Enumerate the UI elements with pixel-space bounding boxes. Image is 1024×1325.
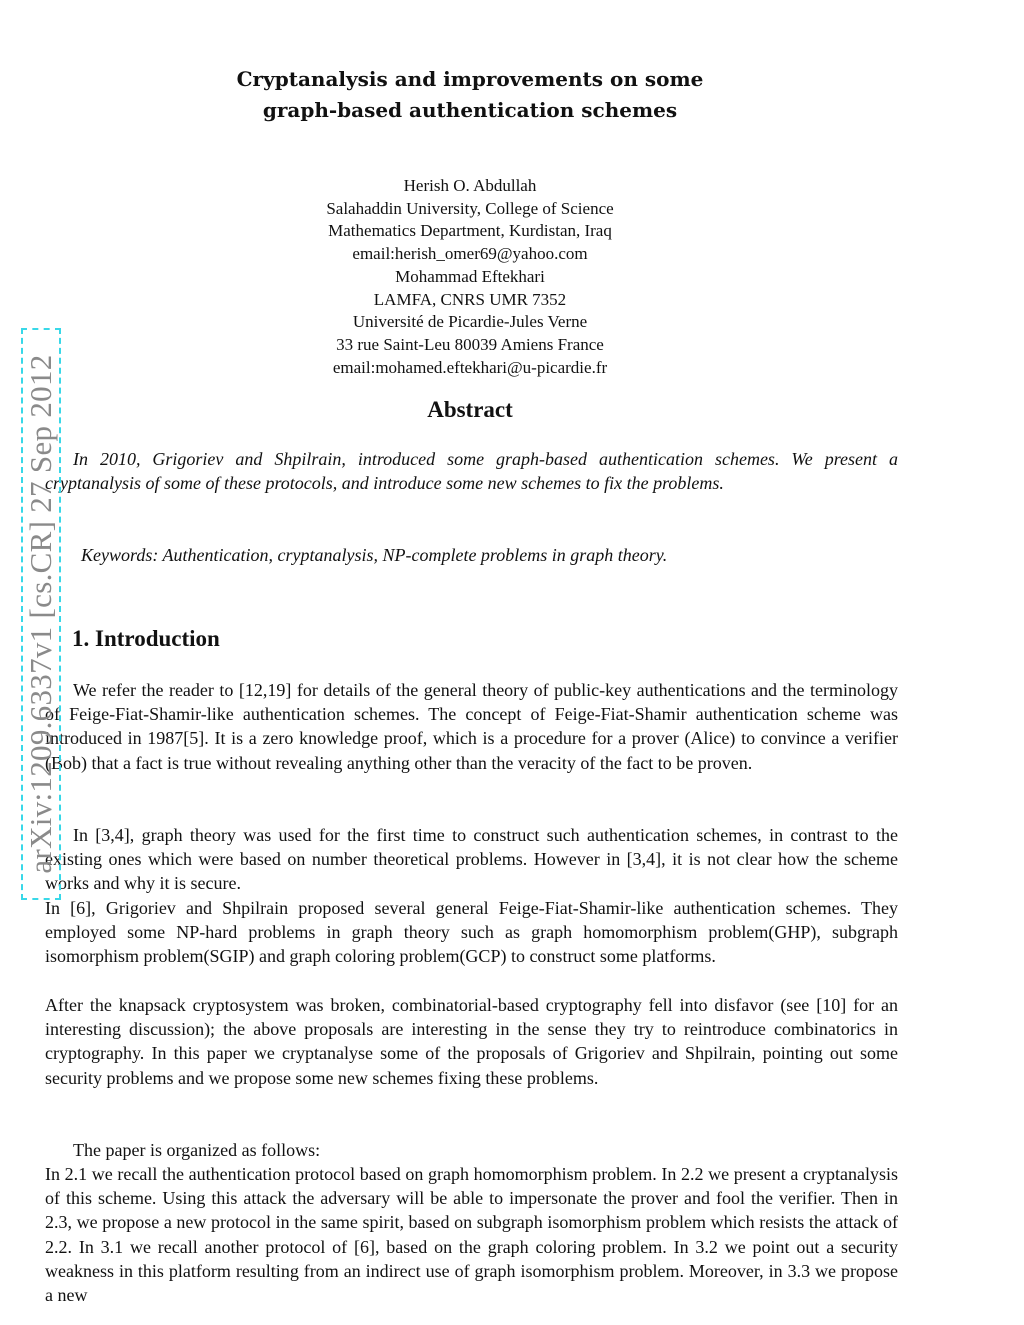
paragraph: After the knapsack cryptosystem was broken, combinatorial-based cryptography fell into disfavor (see [10] for an interesting discussion); the above proposals are interesting in the sense they try to reintroduce combinatorics in cryptography. In this paper we cryptanalyse some of the proposals of Grigoriev and Shpilrain, pointing out some security problems and we propose some new schemes fixing these problems. xyxy=(45,995,898,1088)
abstract-heading: Abstract xyxy=(427,397,513,422)
paragraph: We refer the reader to [12,19] for details of the general theory of public-key authentications and the terminology of Feige-Fiat-Shamir-like authentication schemes. The concept of Feige-Fiat-Shamir authentication scheme was introduced in 1987[5]. It is a zero knowledge proof, which is a procedure for a prover (Alice) to convince a verifier (Bob) that a fact is true without revealing anything other than the veracity of the fact to be proven. xyxy=(45,680,898,773)
abstract-text: In 2010, Grigoriev and Shpilrain, introduced some graph-based authentication schemes. We present a cryptanalysis of some of these protocols, and introduce some new schemes to fix the problems. xyxy=(45,449,898,493)
paragraph: The paper is organized as follows: xyxy=(73,1140,321,1160)
author-name: Mohammad Eftekhari xyxy=(395,266,545,286)
paragraph: In [6], Grigoriev and Shpilrain proposed several general Feige-Fiat-Shamir-like authentication schemes. They employed some NP-hard problems in graph theory such as graph homomorphism problem(GHP), subgraph isomorphism problem(SGIP) and graph coloring problem(GCP) to construct some platforms. xyxy=(45,898,898,967)
author-block xyxy=(0,175,940,379)
arxiv-identifier[interactable]: arXiv:1209.6337v1 [cs.CR] 27 Sep 2012 xyxy=(23,354,58,874)
author-affiliation: Salahaddin University, College of Science xyxy=(326,198,614,218)
paper-title xyxy=(0,64,940,126)
section-heading-introduction: 1. Introduction xyxy=(72,626,220,651)
keywords: Keywords: Authentication, cryptanalysis, NP-complete problems in graph theory. xyxy=(81,545,668,565)
author-email: email:mohamed.eftekhari@u-picardie.fr xyxy=(332,357,608,377)
author-address: 33 rue Saint-Leu 80039 Amiens France xyxy=(336,334,604,354)
paragraph: In [3,4], graph theory was used for the first time to construct such authentication schemes, in contrast to the existing ones which were based on number theoretical problems. However in [3,4], it is not clear how the scheme works and why it is secure. xyxy=(45,825,898,894)
author-affiliation: Mathematics Department, Kurdistan, Iraq xyxy=(328,221,612,241)
paragraph: In 2.1 we recall the authentication protocol based on graph homomorphism problem. In 2.2 we present a cryptanalysis of this scheme. Using this attack the adversary will be able to impersonate the prover and fool the verifier. Then in 2.3, we propose a new protocol in the same spirit, based on subgraph isomorphism problem which resists the attack of 2.2. In 3.1 we recall another protocol of [6], based on the graph coloring problem. In 3.2 we point out a security weakness in this platform resulting from an indirect use of graph isomorphism problem. Moreover, in 3.3 we propose a new xyxy=(45,1164,898,1306)
author-email: email:herish_omer69@yahoo.com xyxy=(352,244,588,264)
author-name: Herish O. Abdullah xyxy=(403,176,537,195)
author-affiliation: LAMFA, CNRS UMR 7352 xyxy=(373,289,567,309)
paper-title-line-2: graph-based authentication schemes xyxy=(262,98,678,122)
author-affiliation: Université de Picardie-Jules Verne xyxy=(352,312,588,332)
paper-title-line-1: Cryptanalysis and improvements on some xyxy=(236,67,704,91)
